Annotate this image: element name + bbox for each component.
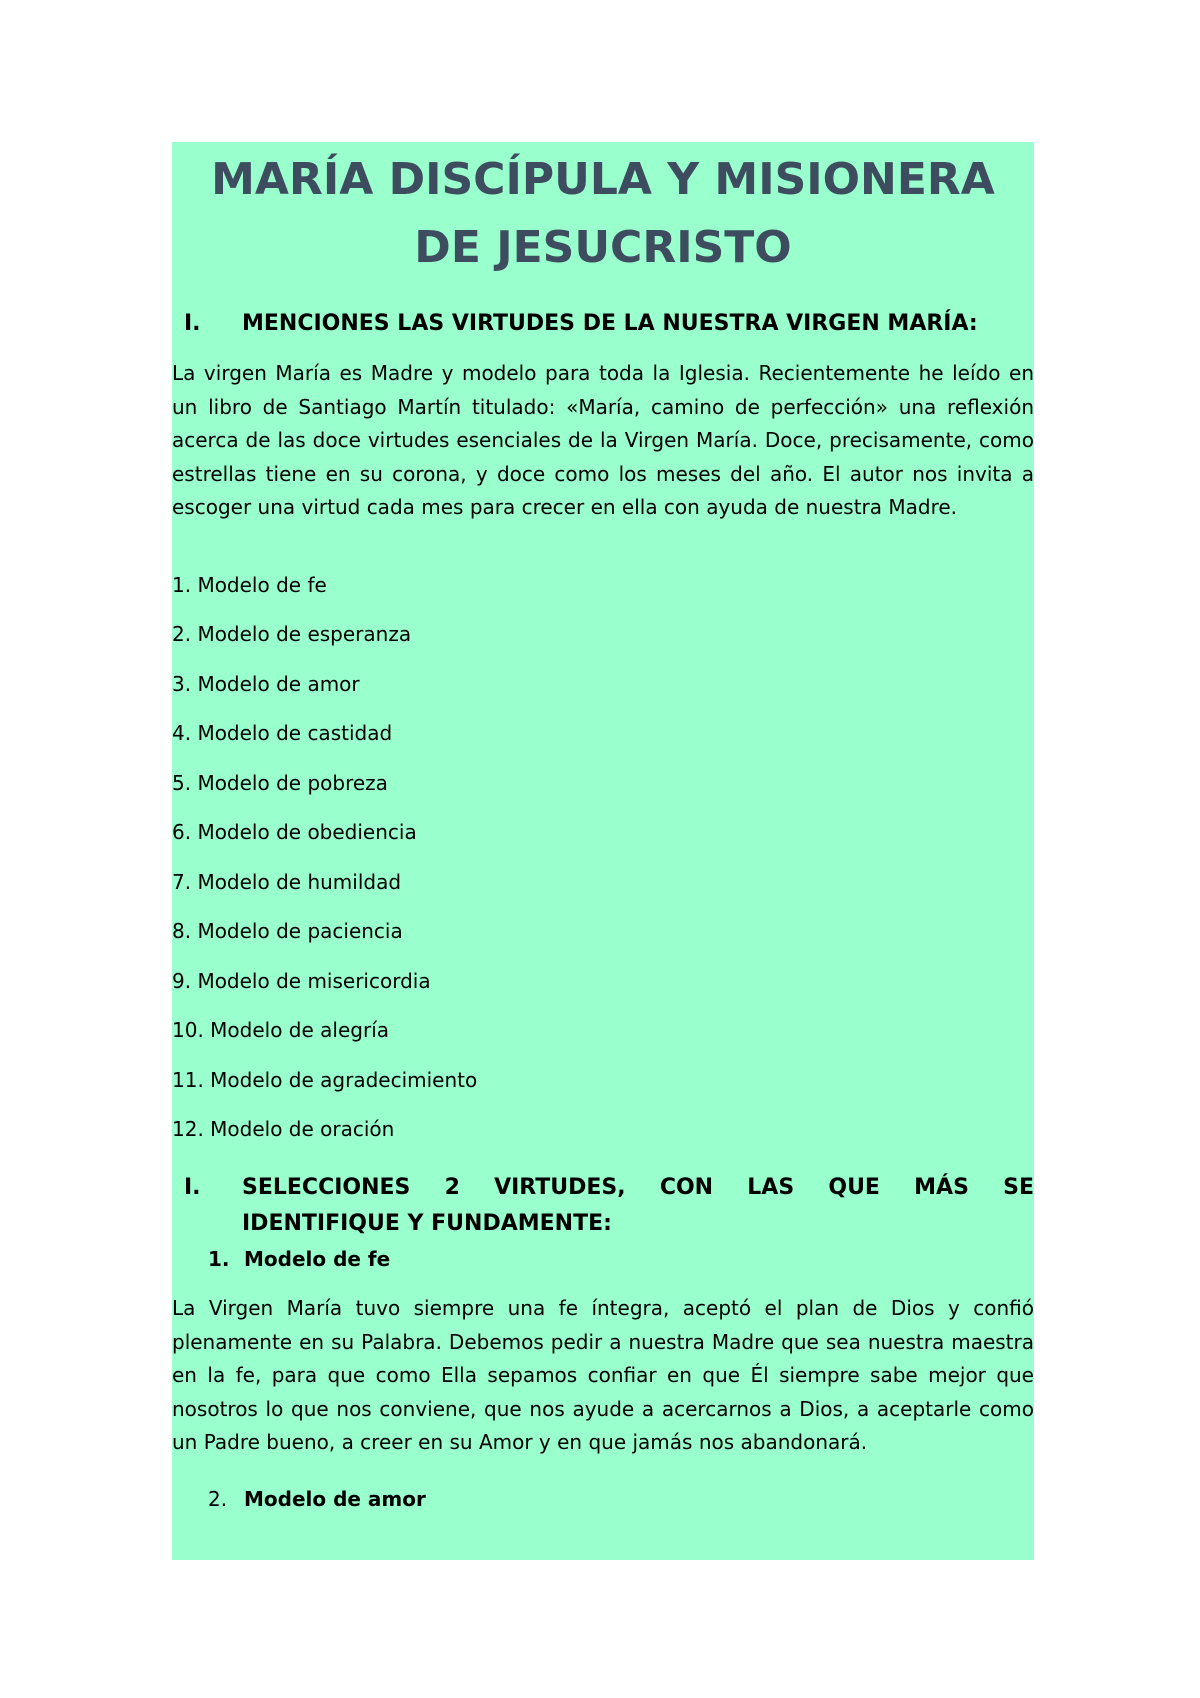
selected-virtue-1-heading — [208, 1244, 390, 1274]
selected-virtue-2-number: 2. — [208, 1487, 228, 1511]
virtue-item: 6. Modelo de obediencia — [172, 820, 417, 844]
selected-virtue-2-label: Modelo de amor — [244, 1487, 426, 1511]
virtue-item: 10. Modelo de alegría — [172, 1018, 390, 1042]
section-1-heading — [184, 306, 1034, 342]
intro-paragraph: La virgen María es Madre y modelo para toda la Iglesia. Recientemente he leído en un libro de Santiago Martín titulado: «María, camino de perfección» una reflexión acerca de las doce virtudes esenciales de la Virgen María. Doce, precisamente, como estrellas tiene en su corona, y doce como los meses del año. El autor nos invita a escoger una virtud cada mes para crecer en ella con ayuda de nuestra Madre. — [172, 361, 1034, 519]
virtue-item: 4. Modelo de castidad — [172, 721, 393, 745]
section-2-number: I. — [184, 1175, 201, 1200]
selected-virtue-1-number: 1. — [208, 1247, 230, 1271]
section-2-heading — [184, 1170, 1034, 1242]
selected-virtue-1-label: Modelo de fe — [244, 1247, 391, 1271]
section-1-number: I. — [184, 311, 201, 336]
virtue-item: 11. Modelo de agradecimiento — [172, 1068, 478, 1092]
virtue-item: 8. Modelo de paciencia — [172, 919, 403, 943]
virtue-item: 12. Modelo de oración — [172, 1117, 395, 1141]
section-2-heading-line-1: SELECCIONES 2 VIRTUDES, CON LAS QUE MÁS SE — [242, 1175, 1034, 1200]
document-title-line-1: MARÍA DISCÍPULA Y MISIONERA — [211, 154, 995, 205]
selected-virtue-2-heading — [208, 1484, 426, 1514]
selected-virtue-1-paragraph: La Virgen María tuvo siempre una fe íntegra, aceptó el plan de Dios y confió plenamente en su Palabra. Debemos pedir a nuestra Madre que sea nuestra maestra en la fe, para que como Ella sepamos confiar en que Él siempre sabe mejor que nosotros lo que nos conviene, que nos ayude a acercarnos a Dios, a aceptarle como un Padre bueno, a creer en su Amor y en que jamás nos abandonará. — [172, 1296, 1034, 1454]
virtue-item: 2. Modelo de esperanza — [172, 622, 412, 646]
virtue-item: 9. Modelo de misericordia — [172, 969, 431, 993]
virtue-item: 1. Modelo de fe — [172, 573, 327, 597]
document-title-line-2: DE JESUCRISTO — [414, 222, 792, 273]
section-1-heading-text: MENCIONES LAS VIRTUDES DE LA NUESTRA VIRGEN MARÍA: — [242, 311, 978, 336]
document-content-box — [172, 142, 1034, 1560]
virtue-item: 3. Modelo de amor — [172, 672, 360, 696]
virtue-item: 5. Modelo de pobreza — [172, 771, 388, 795]
virtue-item: 7. Modelo de humildad — [172, 870, 402, 894]
section-2-heading-text — [242, 1170, 1034, 1242]
section-2-heading-line-2: IDENTIFIQUE Y FUNDAMENTE: — [242, 1211, 612, 1236]
